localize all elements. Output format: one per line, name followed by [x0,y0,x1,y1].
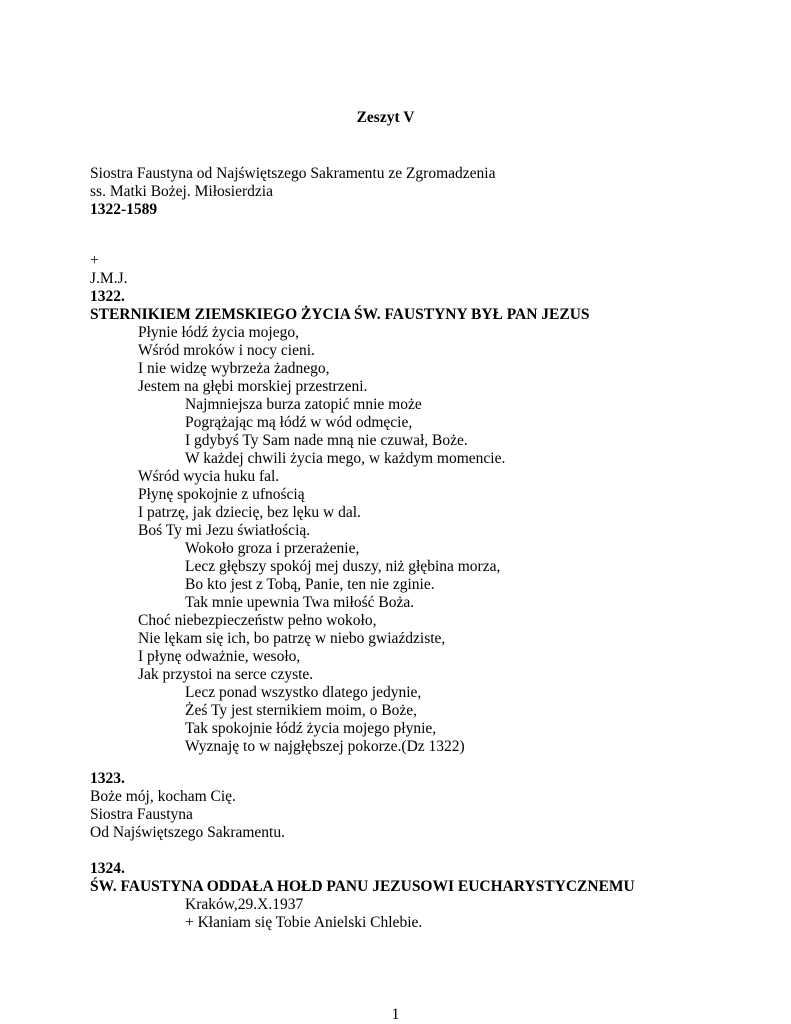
poem-line: Tak spokojnie łódź życia mojego płynie, [185,720,437,737]
section-heading: STERNIKIEM ZIEMSKIEGO ŻYCIA ŚW. FAUSTYNY BYŁ PAN JEZUS [90,306,590,323]
poem [90,324,770,756]
section-number: 1323. [90,770,125,787]
text-line: Boże mój, kocham Cię. [90,788,236,805]
poem-line: Jestem na głębi morskiej przestrzeni. [138,378,368,395]
poem-line: Pogrążając mą łódź w wód odmęcie, [185,414,413,431]
poem-line: Wyznaję to w najgłębszej pokorze.(Dz 1322) [185,738,465,755]
section-heading: ŚW. FAUSTYNA ODDAŁA HOŁD PANU JEZUSOWI EUCHARYSTYCZNEMU [90,878,635,895]
poem-line: Boś Ty mi Jezu światłością. [138,522,311,539]
poem-line: Wokoło groza i przerażenie, [185,540,360,557]
poem-line: I nie widzę wybrzeża żadnego, [138,360,330,377]
text-line: Siostra Faustyna [90,806,193,823]
entry-range: 1322-1589 [90,201,158,218]
poem-line: W każdej chwili życia mego, w każdym momencie. [185,450,506,467]
section-number: 1322. [90,288,125,305]
poem-line: Najmniejsza burza zatopić mnie może [185,396,422,413]
section-1323 [90,770,770,842]
poem-line: Płynę spokojnie z ufnością [138,486,305,503]
text-line: Od Najświętszego Sakramentu. [90,824,285,841]
intro-block [90,165,770,219]
cross-mark: + [90,252,99,269]
section-number: 1324. [90,860,125,877]
intro-line-2: ss. Matki Bożej. Miłosierdzia [90,183,273,200]
text-line: + Kłaniam się Tobie Anielski Chlebie. [185,914,423,931]
section-1322 [90,252,770,756]
place-date: Kraków,29.X.1937 [185,896,304,913]
poem-line: I gdybyś Ty Sam nade mną nie czuwał, Boże. [185,432,468,449]
poem-line: Wśród mroków i nocy cieni. [138,342,315,359]
poem-line: Jak przystoi na serce czyste. [138,666,314,683]
jmj-header: J.M.J. [90,270,128,287]
page-title: Zeszyt V [356,109,415,126]
poem-line: Płynie łódź życia mojego, [138,324,299,341]
poem-line: Nie lękam się ich, bo patrzę w niebo gwiaździste, [138,630,446,647]
section-1324 [90,860,770,932]
poem-line: Bo kto jest z Tobą, Panie, ten nie zginie. [185,576,435,593]
poem-line: Choć niebezpieczeństw pełno wokoło, [138,612,377,629]
poem-line: Żeś Ty jest sternikiem moim, o Boże, [185,702,417,719]
page-number: 1 [391,1006,400,1023]
poem-line: I patrzę, jak dziecię, bez lęku w dal. [138,504,361,521]
poem-line: I płynę odważnie, wesoło, [138,648,301,665]
poem-line: Lecz ponad wszystko dlatego jedynie, [185,684,422,701]
poem-line: Lecz głębszy spokój mej duszy, niż głębina morza, [185,558,501,575]
poem-line: Tak mnie upewnia Twa miłość Boża. [185,594,415,611]
poem-line: Wśród wycia huku fal. [138,468,280,485]
intro-line-1: Siostra Faustyna od Najświętszego Sakramentu ze Zgromadzenia [90,165,496,182]
